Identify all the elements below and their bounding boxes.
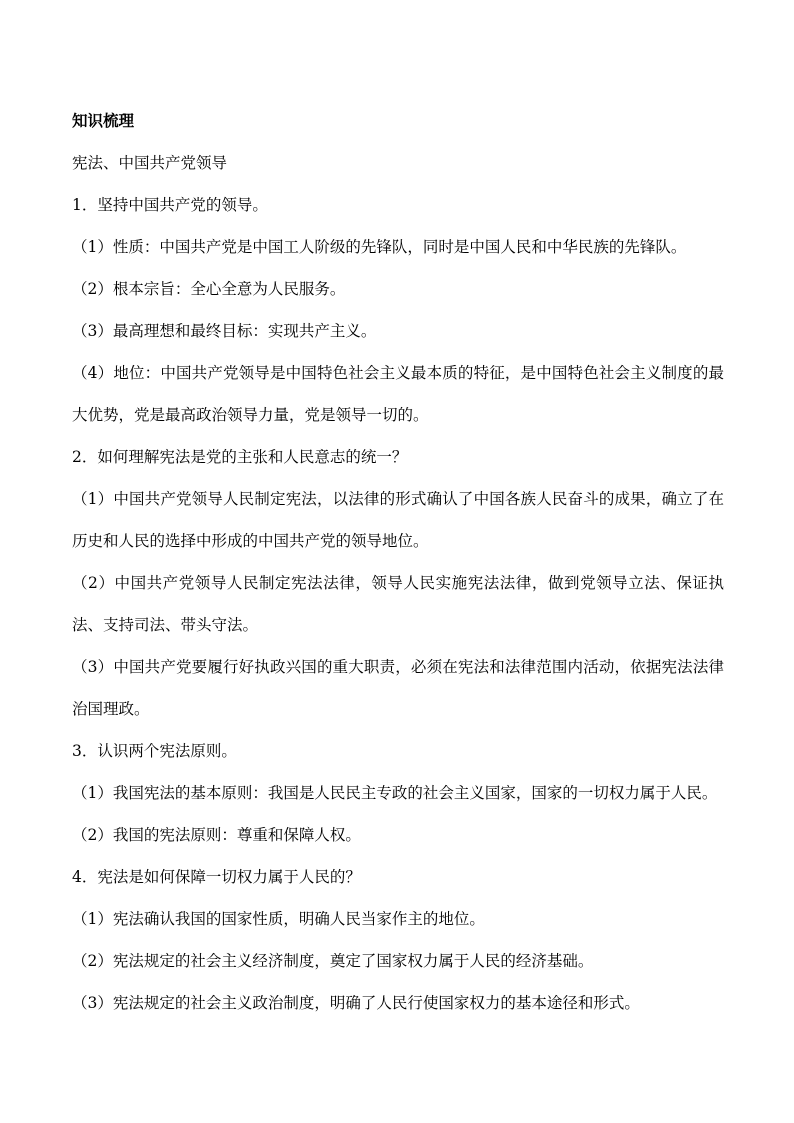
point-1-heading: 1．坚持中国共产党的领导。 (72, 196, 268, 214)
point-2-item-3: （3）中国共产党要履行好执政兴国的重大职责，必须在宪法和法律范围内活动，依据宪法法律治国理政。 (72, 658, 724, 718)
point-1-item-1: （1）性质：中国共产党是中国工人阶级的先锋队，同时是中国人民和中华民族的先锋队。 (72, 238, 687, 256)
point-1-item-4: （4）地位：中国共产党领导是中国特色社会主义最本质的特征，是中国特色社会主义制度的最大优势，党是最高政治领导力量，党是领导一切的。 (72, 364, 724, 424)
point-4-item-3: （3）宪法规定的社会主义政治制度，明确了人民行使国家权力的基本途径和形式。 (72, 994, 640, 1012)
point-3-item-2: （2）我国的宪法原则：尊重和保障人权。 (72, 826, 361, 844)
subtitle: 宪法、中国共产党领导 (72, 154, 228, 172)
point-2-heading: 2．如何理解宪法是党的主张和人民意志的统一？ (72, 448, 408, 466)
point-2-item-2: （2）中国共产党领导人民制定宪法法律，领导人民实施宪法法律，做到党领导立法、保证执法、支持司法、带头守法。 (72, 574, 724, 634)
point-3-heading: 3．认识两个宪法原则。 (72, 742, 237, 760)
point-3-item-1: （1）我国宪法的基本原则：我国是人民民主专政的社会主义国家，国家的一切权力属于人民。 (72, 784, 718, 802)
point-1-item-3: （3）最高理想和最终目标：实现共产主义。 (72, 322, 377, 340)
section-title: 知识梳理 (72, 111, 135, 130)
point-4-item-1: （1）宪法确认我国的国家性质，明确人民当家作主的地位。 (72, 910, 485, 928)
point-2-item-1: （1）中国共产党领导人民制定宪法，以法律的形式确认了中国各族人民奋斗的成果，确立了在历史和人民的选择中形成的中国共产党的领导地位。 (72, 490, 724, 550)
point-4-item-2: （2）宪法规定的社会主义经济制度，奠定了国家权力属于人民的经济基础。 (72, 952, 594, 970)
point-4-heading: 4．宪法是如何保障一切权力属于人民的？ (72, 868, 361, 886)
point-1-item-2: （2）根本宗旨：全心全意为人民服务。 (72, 280, 346, 298)
document-body (72, 100, 724, 1024)
